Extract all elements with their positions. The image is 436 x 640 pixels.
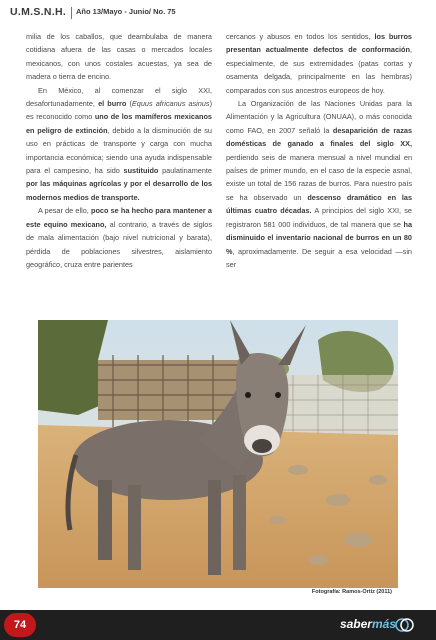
text-run: La Organización de las Naciones Unidas para la Alimentación y la Agricultura (ONUAA), o más conocida como FAO, en 2007 señaló la [226,99,412,135]
bold-text: los burros presentan actualmente defectos de conformación [226,32,412,55]
text-run: , aproximadamente. De seguir a esa velocidad —sin ser [226,246,412,269]
text-run: En México, al comenzar el siglo XXI, desafortunadamente, [26,85,212,109]
donkey-photo [38,320,398,588]
bold-text: desaparición de razas domésticas de ganado a finales del siglo XX, [226,125,413,149]
bold-text: sustituido [123,166,159,176]
text-run: ) es reconocido como [26,99,212,122]
text-run: , debido a la disminución de su uso en prácticas de transporte y carga con mucha importancia económica; siendo una ayuda indispensable para el campesino, ha sido [26,125,212,176]
university-brand: U.M.S.N.H. [10,6,67,18]
page-header [10,5,430,21]
text-run: A principios del siglo XXI, se registraron 581 000 individuos, de tal manera que se [226,206,412,229]
logo-rings-icon [394,615,414,635]
paragraph [26,204,212,271]
paragraph [226,30,412,97]
right-column [226,30,412,271]
issue-info: Año 13/Mayo - Junio/ No. 75 [76,7,176,16]
left-column [26,30,212,271]
paragraph [26,84,212,205]
paragraph [26,30,212,84]
saber-mas-logo [340,617,396,631]
bold-text: el burro [98,99,127,109]
paragraph [226,97,412,271]
text-run: ( [126,99,132,109]
header-divider [71,7,72,19]
bold-text: uno de los mamíferos mexicanos en peligro de extinción [26,112,212,135]
logo-mas-text: más [371,617,396,631]
photo-caption: Fotografía: Ramos-Ortiz (2011) [311,589,392,595]
text-run: al contrario, a través de siglos de mala alimentación (bajo nivel nutricional y barata), pérdida de poblaciones silvestres, aislamiento geográfico, cruza entre parientes [26,219,213,269]
text-run: paulatinamente [158,166,212,176]
logo-saber-text: saber [339,617,372,631]
text-run: A pesar de ello, [38,206,91,216]
italic-text: Equus africanus asinus [131,99,210,109]
bold-text: poco se ha hecho para mantener a este equino mexicano, [26,206,212,229]
bold-text: por las máquinas agrícolas y por el desarrollo de los modernos medios de transporte. [26,179,212,202]
text-run: , especialmente, de sus extremidades (patas cortas y osamenta delgada, principalmente en las hembras) comparados con sus ancestros europeos de hoy. [226,45,412,95]
bold-text: descenso dramático en las últimas cuatro décadas. [226,192,413,216]
page-footer [0,610,436,640]
text-run: cercanos y abusos en todos los sentidos, [226,32,375,41]
text-run: milia de los caballos, que deambulaba de manera cotidiana afuera de las casas o mercados locales mexicanos, con unos costales acuestas, ya sea de madera o tierra de encino. [26,32,212,82]
bold-text: ha disminuido el inventario nacional de burros en un 80 % [226,219,412,256]
page-number: 74 [4,613,36,637]
text-run: perdiendo seis de manera mensual a nivel mundial en países de primer mundo, en el caso de la especie asnal, existe un total de 156 razas de burros. Para nuestro país se ha observado un [226,152,412,202]
